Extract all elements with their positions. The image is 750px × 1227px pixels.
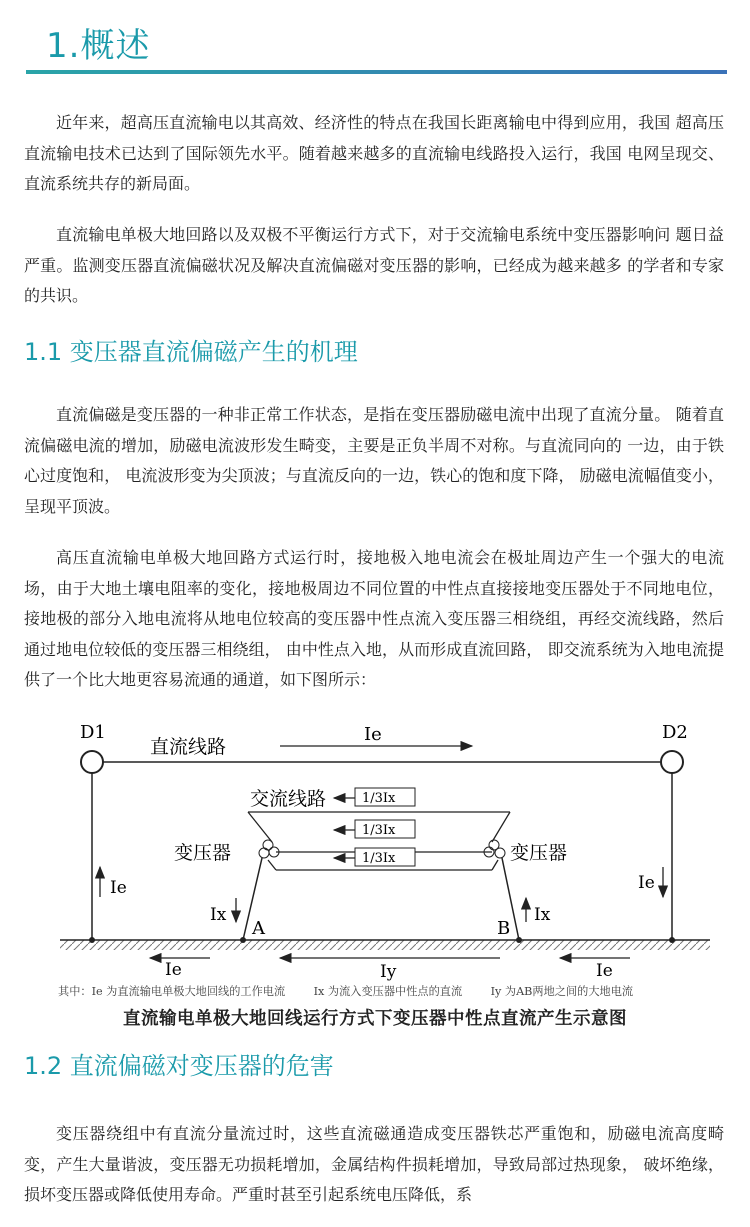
ix-a-label: Ix bbox=[210, 905, 227, 925]
third-ix-label-3: 1/3Ix bbox=[362, 851, 396, 866]
ie-right-label: Ie bbox=[638, 873, 655, 893]
d1-node bbox=[81, 751, 103, 773]
ie-top-label: Ie bbox=[364, 724, 382, 745]
transformer-left-label: 变压器 bbox=[174, 842, 232, 864]
node-b-label: B bbox=[497, 918, 511, 939]
intro-paragraph-2: 直流输电单极大地回路以及双极不平衡运行方式下，对于交流输电系统中变压器影响问 题日益严重。监测变压器直流偏磁状况及解决直流偏磁对变压器的影响，已经成为越来越多 的学者和专家的共识。 bbox=[24, 225, 724, 305]
transformer-right-icon bbox=[484, 840, 505, 858]
subsection-1-title: 1.1 变压器直流偏磁产生的机理 bbox=[24, 338, 358, 366]
d2-ground-node bbox=[669, 937, 675, 943]
ie-ground-left-label: Ie bbox=[165, 960, 182, 980]
third-ix-label-1: 1/3Ix bbox=[362, 791, 396, 806]
mechanism-paragraph-1: 直流偏磁是变压器的一种非正常工作状态，是指在变压器励磁电流中出现了直流分量。 随着直流偏磁电流的增加，励磁电流波形发生畸变，主要是正负半周不对称。与直流同向的 一边，由于铁心过度饱和， 电流波形变为尖顶波；与直流反向的一边，铁心的饱和度下降， 励磁电流幅值变小，呈现平顶波。 bbox=[24, 405, 724, 516]
ground-hatch bbox=[60, 940, 710, 950]
ac-line-left-join bbox=[268, 860, 276, 870]
third-ix-label-2: 1/3Ix bbox=[362, 823, 396, 838]
intro-paragraph-1: 近年来，超高压直流输电以其高效、经济性的特点在我国长距离输电中得到应用，我国 超高压直流输电技术已达到了国际领先水平。随着越来越多的直流输电线路投入运行，我国 电网呈现交、直流系统共存的新局面。 bbox=[24, 113, 724, 193]
diagram-caption: 直流输电单极大地回线运行方式下变压器中性点直流产生示意图 bbox=[123, 1009, 627, 1029]
subsection-2-title: 1.2 直流偏磁对变压器的危害 bbox=[24, 1052, 334, 1080]
ac-line-left-lead bbox=[248, 812, 272, 842]
ie-left-label: Ie bbox=[110, 878, 127, 898]
ac-line-right-lead bbox=[492, 812, 510, 842]
ac-line-right-join bbox=[492, 860, 498, 870]
dc-bias-diagram bbox=[40, 712, 720, 1002]
node-a-label: A bbox=[252, 918, 265, 939]
dc-line-label: 直流线路 bbox=[150, 736, 227, 758]
d2-node bbox=[661, 751, 683, 773]
d1-label: D1 bbox=[80, 722, 106, 743]
transformer-left-icon bbox=[259, 840, 279, 858]
ac-line-label: 交流线路 bbox=[250, 788, 327, 810]
mechanism-paragraph-2: 高压直流输电单极大地回路方式运行时，接地极入地电流会在极址周边产生一个强大的电流场，由于大地土壤电阻率的变化，接地极周边不同位置的中性点直接接地变压器处于不同地电位，接地极的部分入地电流将从地电位较高的变压器中性点流入变压器三相绕组，再经交流线路，然后通过地电位较低的变压器三相绕组， 由中性点入地，从而形成直流回路， 即交流系统为入地电流提供了一个比大地更容易流通的通道，如下图所示： bbox=[24, 548, 724, 689]
a-ground-node bbox=[240, 937, 246, 943]
ix-b-label: Ix bbox=[534, 905, 551, 925]
title-divider bbox=[26, 70, 727, 74]
section-title: 1.概述 bbox=[46, 26, 151, 66]
iy-label: Iy bbox=[380, 962, 397, 982]
ie-ground-right-label: Ie bbox=[596, 961, 613, 981]
d1-ground-node bbox=[89, 937, 95, 943]
d2-label: D2 bbox=[662, 722, 688, 743]
harm-paragraph-1: 变压器绕组中有直流分量流过时，这些直流磁通造成变压器铁芯严重饱和，励磁电流高度畸变，产生大量谐波，变压器无功损耗增加，金属结构件损耗增加，导致局部过热现象， 破坏绝缘，损坏变压器或降低使用寿命。严重时甚至引起系统电压降低，系 bbox=[24, 1124, 724, 1204]
transformer-right-label: 变压器 bbox=[510, 842, 568, 864]
b-ground-node bbox=[516, 937, 522, 943]
diagram-legend: 其中：Ie 为直流输电单极大地回线的工作电流 Ix 为流入变压器中性点的直流 Iy 为AB两地之间的大地电流 bbox=[58, 985, 634, 998]
